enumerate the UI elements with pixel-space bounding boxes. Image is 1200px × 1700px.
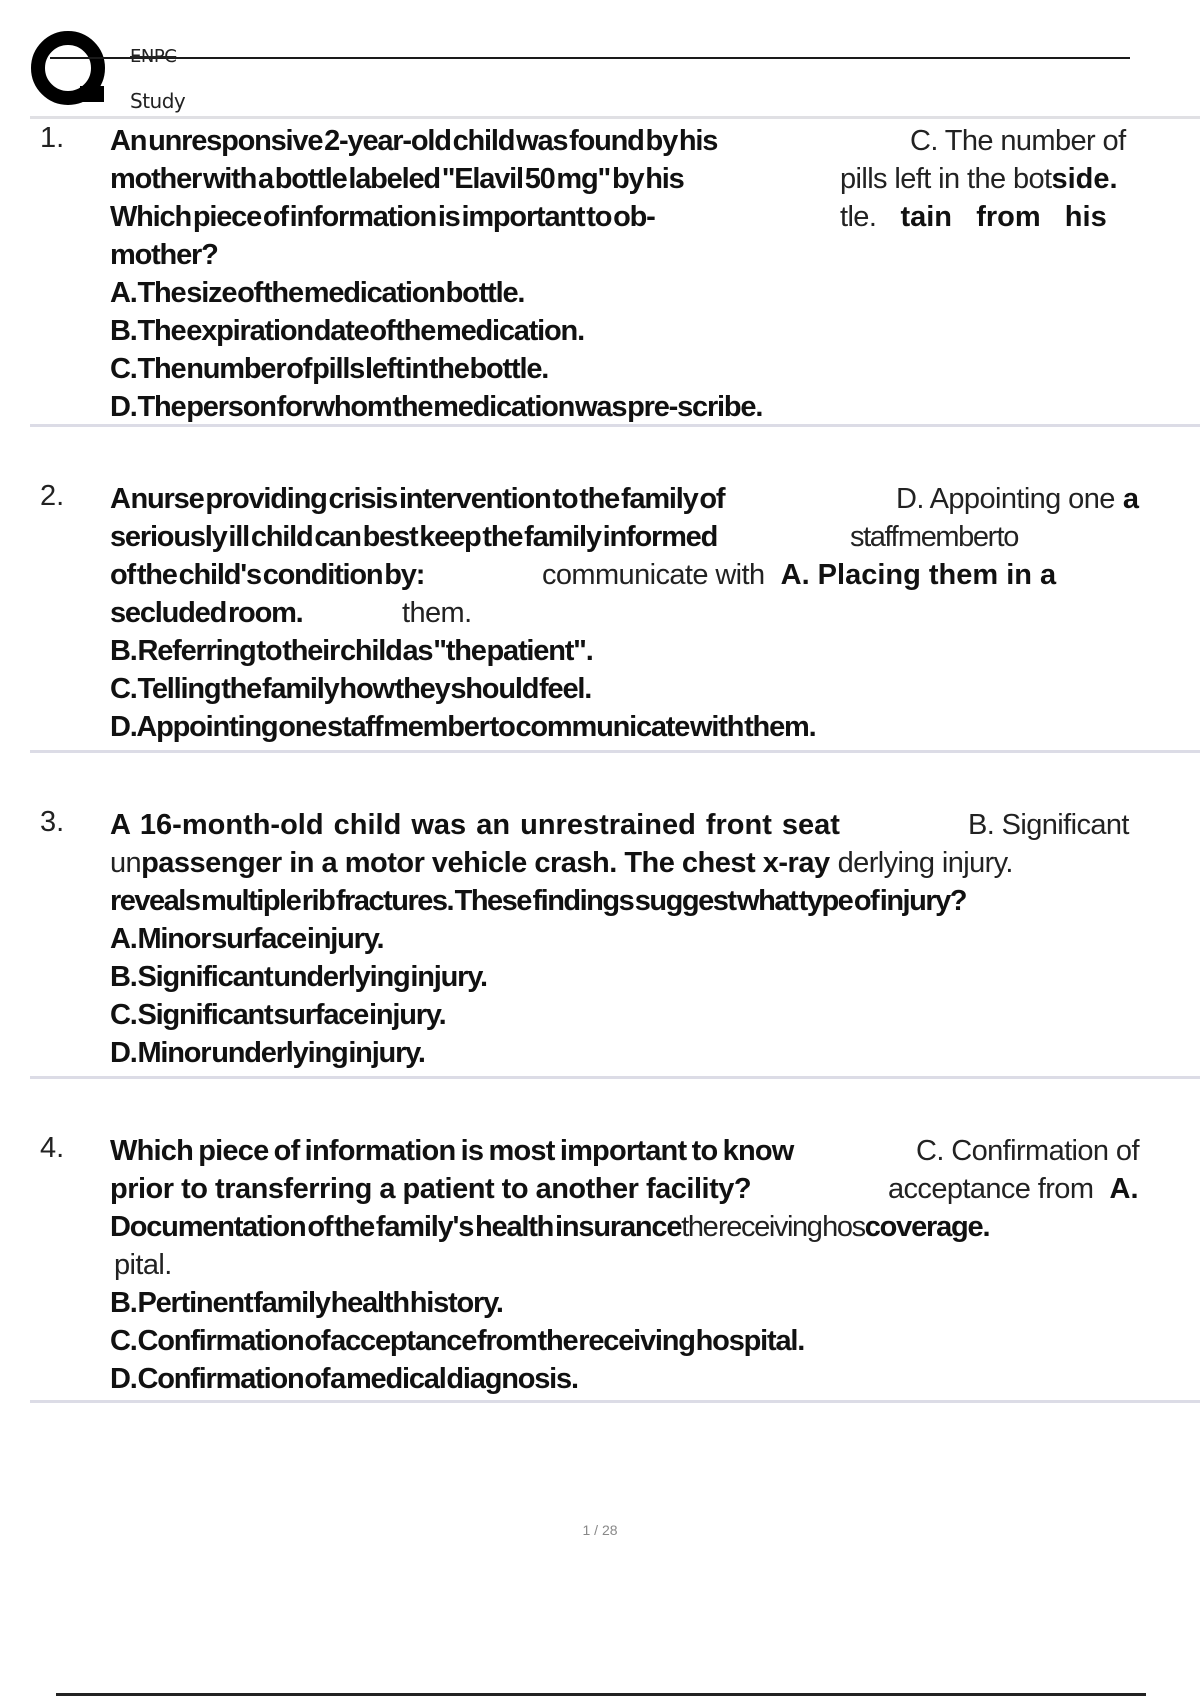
document-subtitle: Study	[130, 89, 186, 113]
question-line: pital.	[114, 1249, 172, 1281]
question-line: seriously ill child can best keep the family informed staff member to	[110, 521, 1018, 553]
question-line: mother with a bottle labeled "Elavil 50 mg" by his pills left in the botside.	[110, 163, 1118, 195]
answer-option-c: C. The number of pills left in the bottle.	[110, 353, 549, 385]
question-line: mother?	[110, 239, 218, 271]
header-divider-line	[50, 57, 1130, 59]
question-line: An unresponsive 2-year-old child was found by his C. The number of	[110, 125, 1126, 157]
question-line: Which piece of information is most important to know C. Confirmation of	[110, 1135, 1139, 1167]
question-body	[110, 480, 1170, 746]
question-number: 1.	[40, 122, 65, 154]
question-body	[110, 806, 1170, 1072]
document-title: ENPC	[130, 46, 177, 67]
answer-option-b: B. Referring to their child as "the patient".	[110, 635, 593, 667]
question-divider	[30, 1400, 1200, 1403]
answer-option-c: C. Significant surface injury.	[110, 999, 446, 1031]
answer-option-a: A. The size of the medication bottle.	[110, 277, 525, 309]
question-divider	[30, 750, 1200, 753]
answer-option-b: B. Pertinent family health history.	[110, 1287, 503, 1319]
answer-option-a: A. Minor surface injury.	[110, 923, 384, 955]
question-line: reveals multiple rib fractures. These findings suggest what type of injury?	[110, 885, 966, 917]
question-line: A 16-month-old child was an unrestrained front seat B. Significant	[110, 809, 1129, 841]
question-line: prior to transferring a patient to another facility? acceptance from A.	[110, 1173, 1139, 1205]
question-body	[110, 1132, 1170, 1398]
question-body	[110, 122, 1170, 426]
question-divider	[30, 424, 1200, 427]
question-number: 4.	[40, 1132, 65, 1164]
answer-option-b: B. The expiration date of the medication.	[110, 315, 584, 347]
question-line: A nurse providing crisis intervention to the family of D. Appointing one a	[110, 483, 1139, 515]
question-line: unpassenger in a motor vehicle crash. The chest x-ray derlying injury.	[110, 847, 1013, 879]
page-indicator: 1 / 28	[582, 1522, 618, 1538]
question-line: Which piece of information is important to ob- tle. tain from his	[110, 201, 1107, 233]
question-line: secluded room. them.	[110, 597, 472, 629]
answer-option-d: D. The person for whom the medication was pre-scribe.	[110, 391, 763, 423]
question-number: 3.	[40, 806, 65, 838]
answer-option-c: C. Confirmation of acceptance from the receiving hospital.	[110, 1325, 805, 1357]
quizlet-q-logo-icon	[30, 30, 110, 110]
answer-option-c: C. Telling the family how they should feel.	[110, 673, 592, 705]
answer-option-d: D. Confirmation of a medical diagnosis.	[110, 1363, 578, 1395]
question-line: of the child's condition by: communicate with A. Placing them in a	[110, 559, 1057, 591]
footer-rule	[56, 1693, 1146, 1696]
question-divider	[30, 1076, 1200, 1079]
answer-option-d: D. Appointing one staff member to communicate with them.	[110, 711, 816, 743]
question-number: 2.	[40, 480, 65, 512]
answer-option-d: D. Minor underlying injury.	[110, 1037, 425, 1069]
question-line: Documentation of the family's health insurancethe receiving hoscoverage.	[110, 1211, 990, 1243]
answer-option-b: B. Significant underlying injury.	[110, 961, 487, 993]
header-rule	[30, 116, 1200, 119]
